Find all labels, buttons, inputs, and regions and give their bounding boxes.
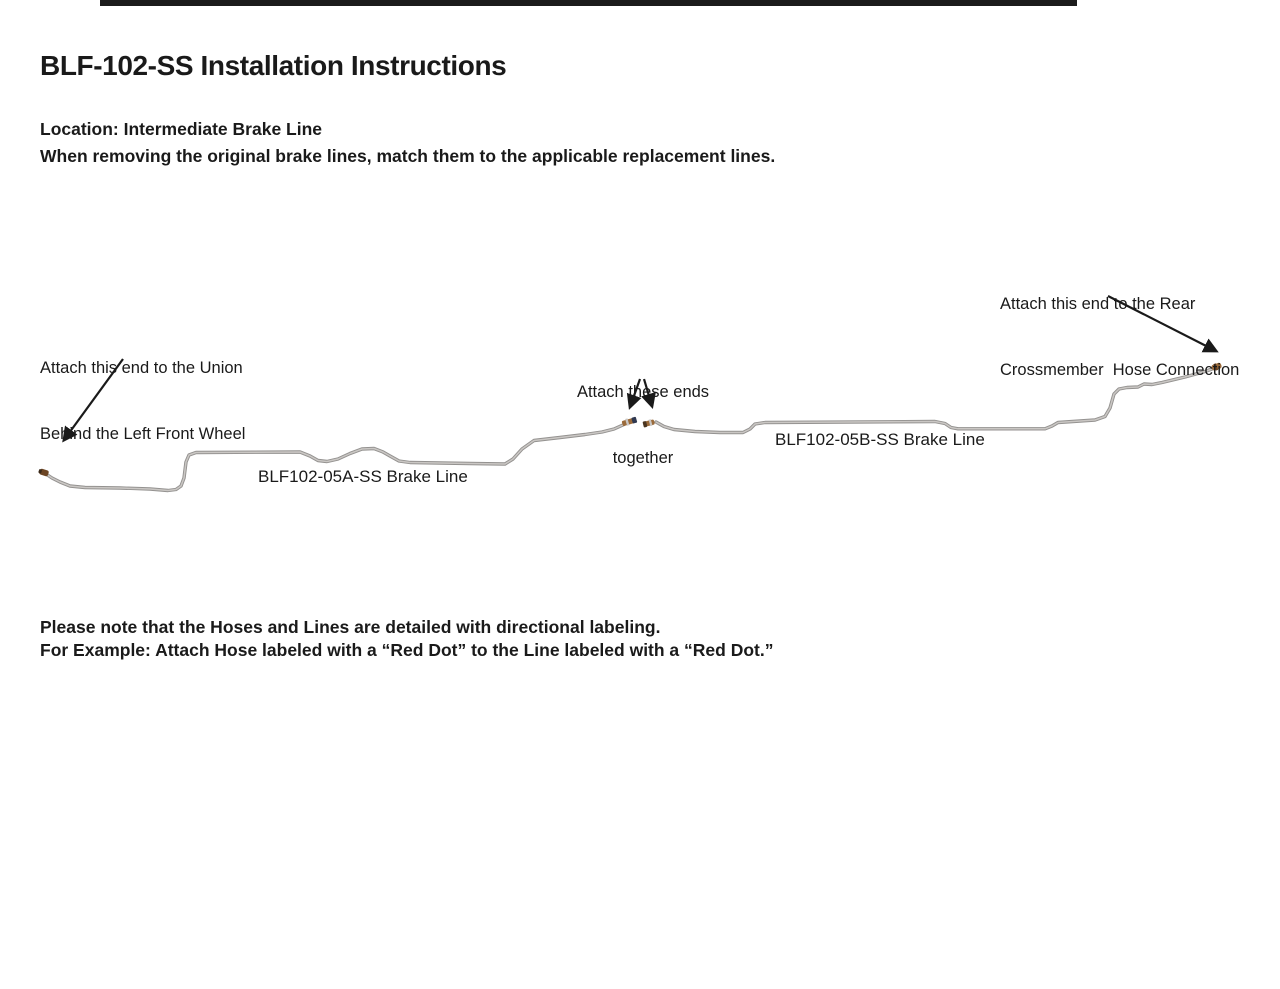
callout-middle-line2: together xyxy=(612,449,674,467)
callout-rear-line1: Attach this end to the Rear xyxy=(1000,295,1196,313)
callout-front-union xyxy=(40,313,245,489)
callout-rear-crossmember xyxy=(1000,249,1240,425)
part-label-line-a: BLF102-05A-SS Brake Line xyxy=(258,467,468,486)
part-label-line-b: BLF102-05B-SS Brake Line xyxy=(775,430,985,449)
callout-front-line1: Attach this end to the Union xyxy=(40,359,243,377)
directional-labeling-note xyxy=(40,616,773,662)
callout-front-line2: Behind the Left Front Wheel xyxy=(40,425,246,443)
page-title: BLF-102-SS Installation Instructions xyxy=(40,50,507,81)
note-line2: For Example: Attach Hose labeled with a “Red Dot” to the Line labeled with a “Red Dot.” xyxy=(40,640,774,660)
note-line1: Please note that the Hoses and Lines are detailed with directional labeling. xyxy=(40,617,661,637)
instruction-line: When removing the original brake lines, match them to the applicable replacement lines. xyxy=(40,146,776,166)
callout-middle-joint xyxy=(543,337,743,513)
location-line: Location: Intermediate Brake Line xyxy=(40,119,323,139)
callout-middle-line1: Attach these ends xyxy=(576,383,710,401)
callout-rear-line2: Crossmember Hose Connection xyxy=(1000,361,1240,379)
